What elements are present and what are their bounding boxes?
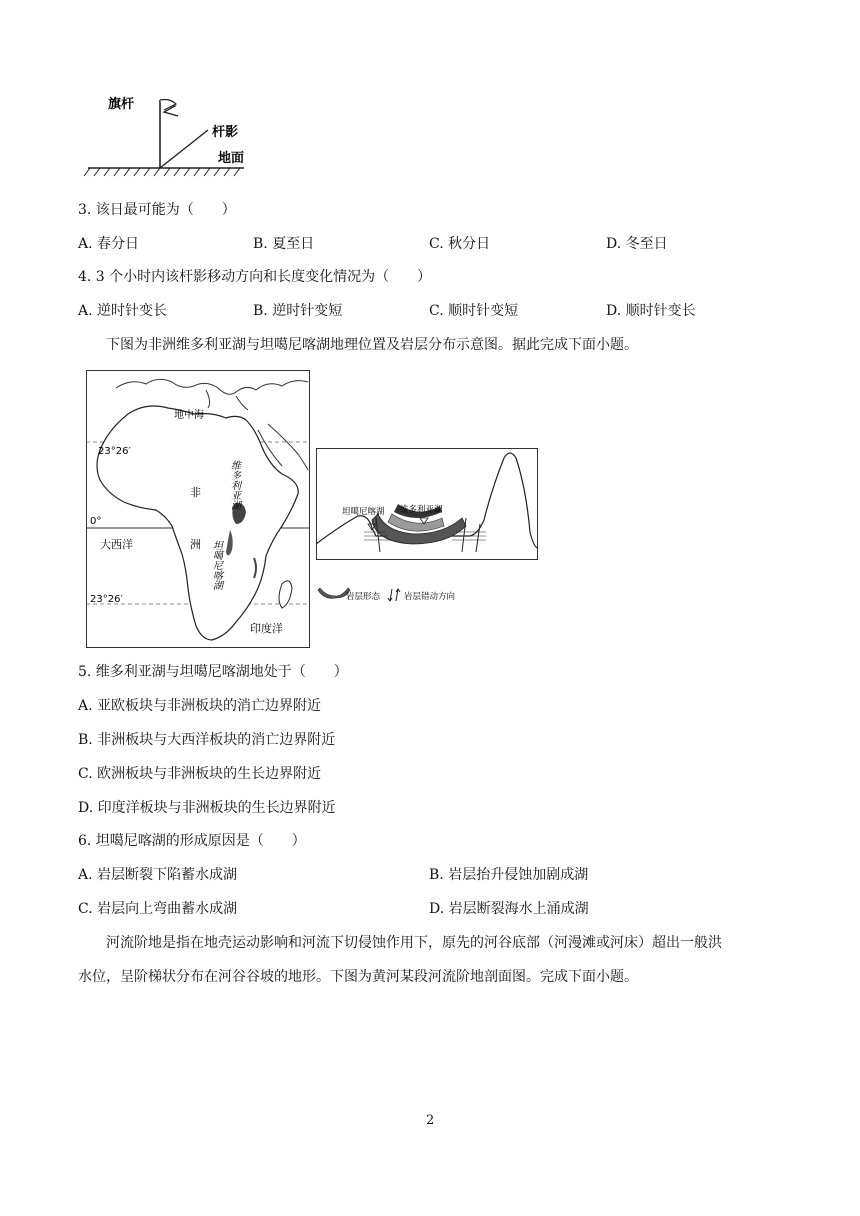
flagpole-figure	[80, 88, 260, 180]
q3-option-c: C. 秋分日	[429, 236, 491, 252]
question-6-stem: 6. 坦噶尼喀湖的形成原因是（ ）	[78, 833, 306, 849]
ground-label: 地面	[218, 151, 245, 166]
shadow-label: 杆影	[212, 125, 239, 140]
section-victoria-label: 维多利亚湖	[400, 505, 443, 515]
map-tanganyika-label: 坦噶尼喀湖	[210, 540, 222, 590]
question-5-stem: 5. 维多利亚湖与坦噶尼喀湖地处于（ ）	[78, 664, 348, 680]
map-victoria-label: 维多利亚湖	[228, 460, 240, 510]
q5-option-c: C. 欧洲板块与非洲板块的生长边界附近	[78, 766, 322, 782]
q4-option-d: D. 顺时针变长	[606, 303, 696, 319]
q5-option-d: D. 印度洋板块与非洲板块的生长边界附近	[78, 800, 336, 816]
q5-option-a: A. 亚欧板块与非洲板块的消亡边界附近	[78, 698, 322, 714]
section-tanganyika-label: 坦噶尼喀湖	[342, 507, 385, 517]
map-atlantic: 大西洋	[100, 538, 133, 551]
legend-rock-form: 岩层形态	[346, 592, 381, 602]
question-3-stem: 3. 该日最可能为（ ）	[78, 202, 236, 218]
page-number: 2	[426, 1113, 435, 1128]
intro-paragraph-terraces-line-2: 水位，呈阶梯状分布在河谷谷坡的地形。下图为黄河某段河流阶地剖面图。完成下面小题。	[78, 969, 638, 985]
q6-option-c: C. 岩层向上弯曲蓄水成湖	[78, 901, 238, 917]
map-lat-north: 23°26′	[98, 446, 131, 457]
section-legend	[316, 586, 486, 604]
africa-map	[86, 370, 310, 648]
map-lat-south: 23°26′	[90, 594, 123, 605]
q6-option-b: B. 岩层抬升侵蚀加剧成湖	[429, 867, 589, 883]
map-equator: 0°	[90, 516, 102, 527]
map-mediterranean: 地中海	[174, 410, 204, 421]
map-africa-char-2: 洲	[190, 538, 201, 551]
q5-option-b: B. 非洲板块与大西洋板块的消亡边界附近	[78, 732, 336, 748]
q6-option-a: A. 岩层断裂下陷蓄水成湖	[78, 867, 238, 883]
flagpole-label: 旗杆	[108, 97, 135, 112]
q3-option-d: D. 冬至日	[606, 236, 668, 252]
q4-option-c: C. 顺时针变短	[429, 303, 519, 319]
legend-rock-move: 岩层错动方向	[404, 592, 456, 602]
q4-option-b: B. 逆时针变短	[253, 303, 343, 319]
intro-paragraph-terraces-line-1: 河流阶地是指在地壳运动影响和河流下切侵蚀作用下，原先的河谷底部（河漫滩或河床）超出一般洪	[106, 935, 722, 951]
question-4-stem: 4. 3 个小时内该杆影移动方向和长度变化情况为（ ）	[78, 269, 432, 285]
intro-paragraph-lakes: 下图为非洲维多利亚湖与坦噶尼喀湖地理位置及岩层分布示意图。据此完成下面小题。	[106, 337, 638, 353]
map-indian-ocean: 印度洋	[250, 622, 283, 635]
q6-option-d: D. 岩层断裂海水上涌成湖	[429, 901, 589, 917]
q3-option-b: B. 夏至日	[253, 236, 315, 252]
q3-option-a: A. 春分日	[78, 236, 140, 252]
map-africa-char-1: 非	[190, 486, 201, 499]
rock-cross-section	[316, 448, 538, 560]
q4-option-a: A. 逆时针变长	[78, 303, 168, 319]
